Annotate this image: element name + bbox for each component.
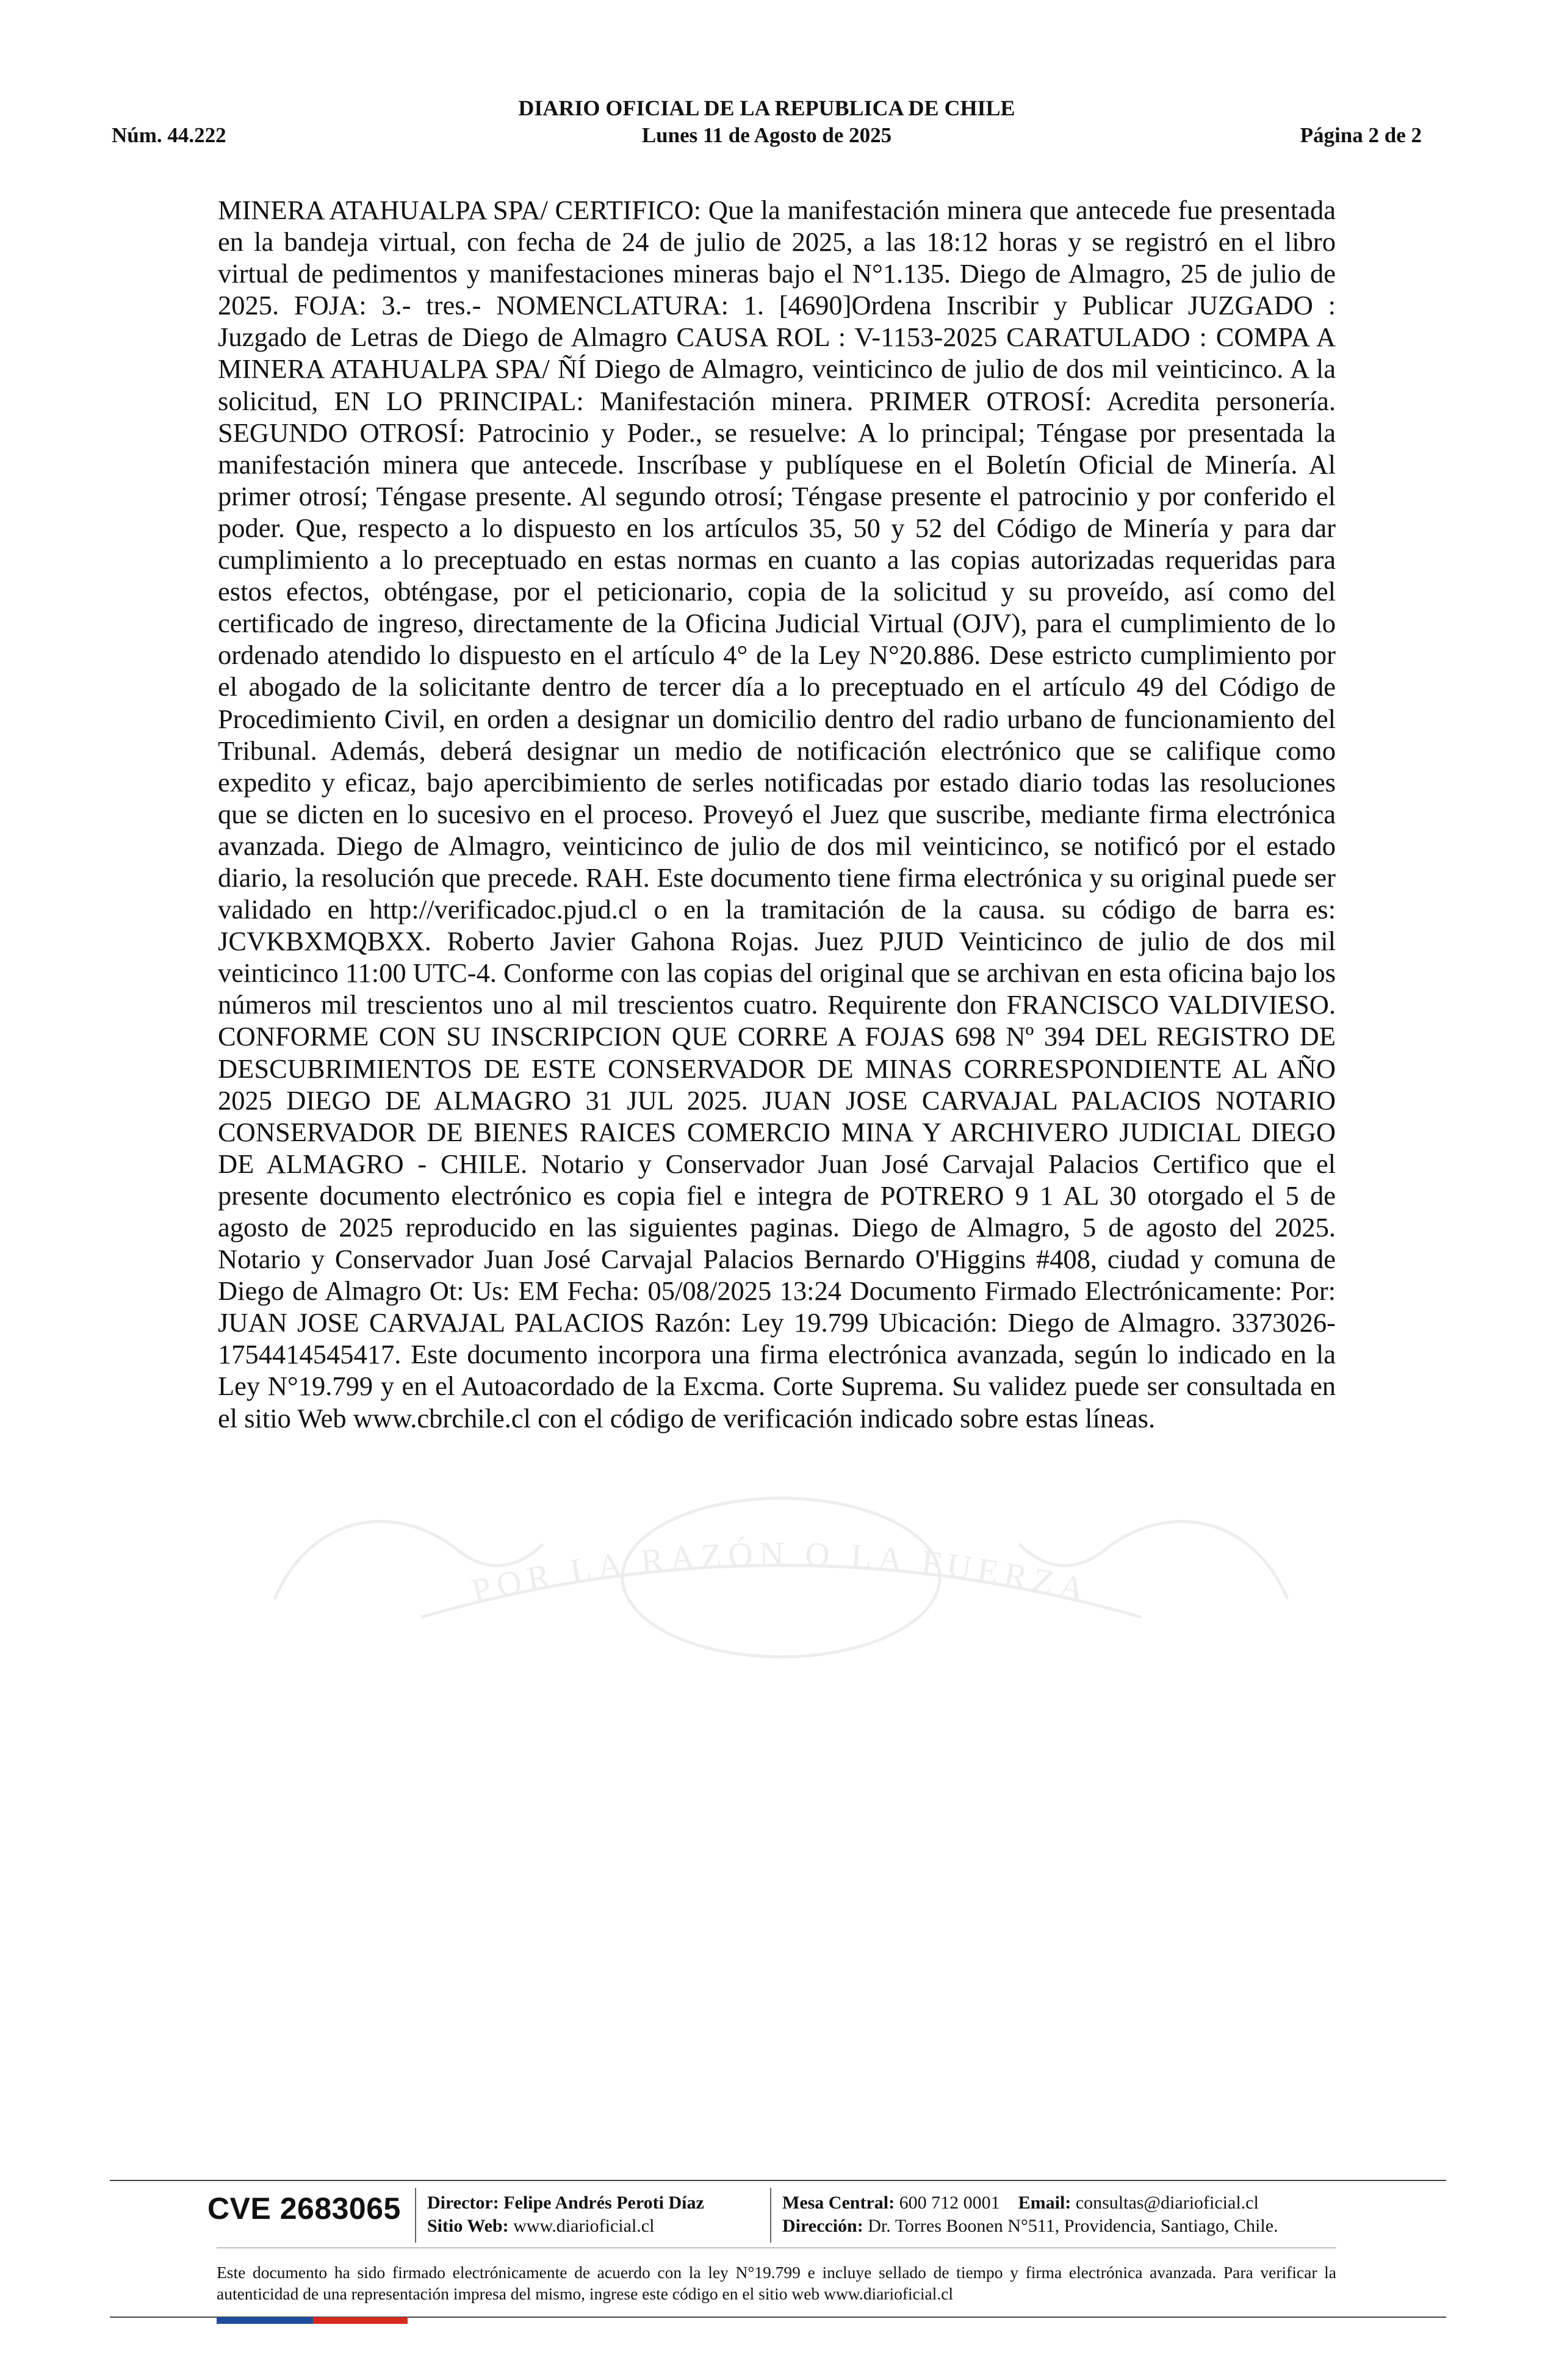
director-label: Director:: [427, 2193, 499, 2213]
footer-top-rule: [110, 2180, 1446, 2181]
email-label: Email:: [1018, 2193, 1072, 2213]
email-link[interactable]: consultas@diarioficial.cl: [1075, 2193, 1259, 2213]
gazette-title: DIARIO OFICIAL DE LA REPUBLICA DE CHILE: [518, 96, 1015, 120]
footer-divider: [415, 2188, 416, 2243]
issue-date: Lunes 11 de Agosto de 2025: [641, 123, 892, 147]
website-label: Sitio Web:: [427, 2216, 509, 2236]
page-header: [112, 92, 1422, 153]
cve-code: CVE 2683065: [207, 2191, 401, 2226]
address-text: Dr. Torres Boonen N°511, Providencia, Santiago, Chile.: [868, 2216, 1278, 2236]
page-indicator: Página 2 de 2: [1300, 123, 1422, 147]
address-label: Dirección:: [782, 2216, 863, 2236]
website-link[interactable]: www.diarioficial.cl: [513, 2216, 655, 2236]
notice-body: MINERA ATAHUALPA SPA/ CERTIFICO: Que la manifestación minera que antecede fue presentada en la bandeja virtual, con fecha de 24 de julio de 2025, a las 18:12 horas y se registró en el libro virtual de pedimentos y manifestaciones mineras bajo el N°1.135. Diego de Almagro, 25 de julio de 2025. FOJA: 3.- tres.- NOMENCLATURA: 1. [4690]Ordena Inscribir y Publicar JUZGADO : Juzgado de Letras de Diego de Almagro CAUSA ROL : V-1153-2025 CARATULADO : COMPA A MINERA ATAHUALPA SPA/ ÑÍ Diego de Almagro, veinticinco de julio de dos mil veinticinco. A la solicitud, EN LO PRINCIPAL: Manifestación minera. PRIMER OTROSÍ: Acredita personería. SEGUNDO OTROSÍ: Patrocinio y Poder., se resuelve: A lo principal; Téngase por presentada la manifestación minera que antecede. Inscríbase y publíquese en el Boletín Oficial de Minería. Al primer otrosí; Téngase presente. Al segundo otrosí; Téngase presente el patrocinio y por conferido el poder. Que, respecto a lo dispuesto en los artículos 35, 50 y 52 del Código de Minería y para dar cumplimiento a lo preceptuado en estas normas en cuanto a las copias autorizadas requeridas para estos efectos, obténgase, por el peticionario, copia de la solicitud y su proveído, así como del certificado de ingreso, directamente de la Oficina Judicial Virtual (OJV), para el cumplimiento de lo ordenado atendido lo dispuesto en el artículo 4° de la Ley N°20.886. Dese estricto cumplimiento por el abogado de la solicitante dentro de tercer día a lo preceptuado en el artículo 49 del Código de Procedimiento Civil, en orden a designar un domicilio dentro del radio urbano de funcionamiento del Tribunal. Además, deberá designar un medio de notificación electrónico que se califique como expedito y eficaz, bajo apercibimiento de serles notificadas por estado diario todas las resoluciones que se dicten en lo sucesivo en el proceso. Proveyó el Juez que suscribe, mediante firma electrónica avanzada. Diego de Almagro, veinticinco de julio de dos mil veinticinco, se notificó por el estado diario, la resolución que precede. RAH. Este documento tiene firma electrónica y su original puede ser validado en http://verificadoc.pjud.cl o en la tramitación de la causa. su código de barra es: JCVKBXMQBXX. Roberto Javier Gahona Rojas. Juez PJUD Veinticinco de julio de dos mil veinticinco 11:00 UTC-4. Conforme con las copias del original que se archivan en esta oficina bajo los números mil trescientos uno al mil trescientos cuatro. Requirente don FRANCISCO VALDIVIESO. CONFORME CON SU INSCRIPCION QUE CORRE A FOJAS 698 Nº 394 DEL REGISTRO DE DESCUBRIMIENTOS DE ESTE CONSERVADOR DE MINAS CORRESPONDIENTE AL AÑO 2025 DIEGO DE ALMAGRO 31 JUL 2025. JUAN JOSE CARVAJAL PALACIOS NOTARIO CONSERVADOR DE BIENES RAICES COMERCIO MINA Y ARCHIVERO JUDICIAL DIEGO DE ALMAGRO - CHILE. Notario y Conservador Juan José Carvajal Palacios Certifico que el presente documento electrónico es copia fiel e integra de POTRERO 9 1 AL 30 otorgado el 5 de agosto de 2025 reproducido en las siguientes paginas. Diego de Almagro, 5 de agosto del 2025. Notario y Conservador Juan José Carvajal Palacios Bernardo O'Higgins #408, ciudad y comuna de Diego de Almagro Ot: Us: EM Fecha: 05/08/2025 13:24 Documento Firmado Electrónicamente: Por: JUAN JOSE CARVAJAL PALACIOS Razón: Ley 19.799 Ubicación: Diego de Almagro. 3373026-1754414545417. Este documento incorpora una firma electrónica avanzada, según lo indicado en la Ley N°19.799 y en el Autoacordado de la Excma. Corte Suprema. Su validez puede ser consultada en el sitio Web www.cbrchile.cl con el código de verificación indicado sobre estas líneas.: [218, 195, 1336, 1433]
mesa-phone: 600 712 0001: [899, 2193, 1000, 2213]
footer-divider: [770, 2188, 771, 2243]
flag-stripe-red: [313, 2317, 408, 2324]
verification-note: Este documento ha sido firmado electrónicamente de acuerdo con la ley N°19.799 e incluye sellado de tiempo y firma electrónica avanzada. Para verificar la autenticidad de una representación impresa del mismo, ingrese este código en el sitio web www.diarioficial.cl: [217, 2263, 1336, 2303]
director-name: Felipe Andrés Peroti Díaz: [503, 2193, 704, 2213]
flag-stripe-blue: [217, 2317, 313, 2324]
footer-director-block: [427, 2191, 704, 2238]
watermark-motto: POR LA RAZÓN O LA FUERZA: [468, 1535, 1094, 1611]
mesa-label: Mesa Central:: [782, 2193, 895, 2213]
issue-number: Núm. 44.222: [112, 123, 226, 147]
footer-contact-block: [782, 2191, 1278, 2238]
coat-of-arms-watermark: [201, 1477, 1361, 1678]
